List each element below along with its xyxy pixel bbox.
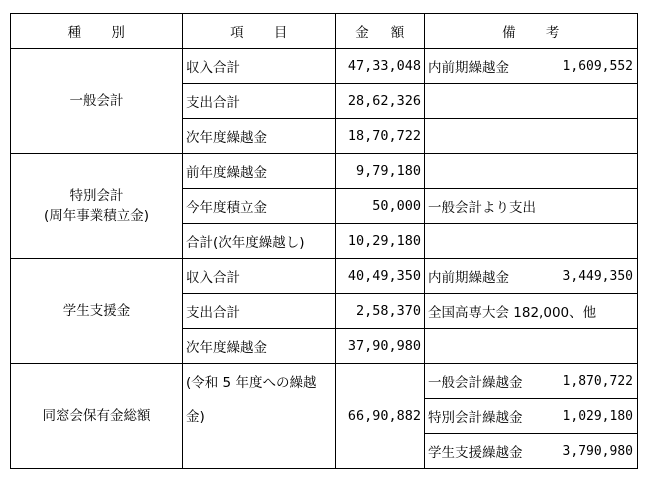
remark-value: 1,609,552 <box>562 58 633 74</box>
item-cell: 収入合計 <box>183 49 336 84</box>
table-row <box>11 154 638 189</box>
remark-value: 1,870,722 <box>562 373 633 389</box>
table-row <box>11 49 638 84</box>
header-type: 種 別 <box>11 14 183 49</box>
remark-cell <box>425 399 638 434</box>
remark-label: 一般会計繰越金 <box>428 375 523 391</box>
item-cell: 今年度積立金 <box>183 189 336 224</box>
remark-cell <box>425 329 638 364</box>
item-cell: 次年度繰越金 <box>183 329 336 364</box>
amount-cell: 18,70,722 <box>336 119 425 154</box>
remark-cell <box>425 434 638 469</box>
amount-cell: 66,90,882 <box>336 364 425 469</box>
remark-cell <box>425 364 638 399</box>
item-cell: 支出合計 <box>183 84 336 119</box>
remark-value: 1,029,180 <box>562 408 633 424</box>
remark-value: 3,790,980 <box>562 443 633 459</box>
table-row <box>11 259 638 294</box>
remark-cell: 一般会計より支出 <box>425 189 638 224</box>
category-student-support: 学生支援金 <box>11 259 183 364</box>
header-item: 項 目 <box>183 14 336 49</box>
item-cell: 支出合計 <box>183 294 336 329</box>
header-remarks: 備 考 <box>425 14 638 49</box>
amount-cell: 50,000 <box>336 189 425 224</box>
category-total-holdings: 同窓会保有金総額 <box>11 364 183 469</box>
remark-cell <box>425 154 638 189</box>
category-line: (周年事業積立金) <box>43 208 150 224</box>
amount-cell: 28,62,326 <box>336 84 425 119</box>
remark-label: 特別会計繰越金 <box>428 410 523 426</box>
item-cell: 収入合計 <box>183 259 336 294</box>
item-cell: (令和 5 年度への繰越金) <box>183 364 336 469</box>
remark-cell: 全国高専大会 182,000、他 <box>425 294 638 329</box>
remark-cell <box>425 224 638 259</box>
item-cell: 合計(次年度繰越し) <box>183 224 336 259</box>
header-row <box>11 14 638 49</box>
remark-label: 学生支援繰越金 <box>428 445 523 461</box>
amount-cell: 40,49,350 <box>336 259 425 294</box>
remark-cell <box>425 49 638 84</box>
finance-summary-table <box>10 13 638 469</box>
remark-cell <box>425 259 638 294</box>
header-amount: 金 額 <box>336 14 425 49</box>
amount-cell: 10,29,180 <box>336 224 425 259</box>
remark-cell <box>425 84 638 119</box>
category-special-account <box>11 154 183 259</box>
amount-cell: 37,90,980 <box>336 329 425 364</box>
remark-label: 内前期繰越金 <box>428 270 509 286</box>
category-general-account: 一般会計 <box>11 49 183 154</box>
remark-cell <box>425 119 638 154</box>
category-line: 特別会計 <box>69 188 124 204</box>
remark-label: 内前期繰越金 <box>428 60 509 76</box>
amount-cell: 47,33,048 <box>336 49 425 84</box>
remark-value: 3,449,350 <box>562 268 633 284</box>
item-cell: 次年度繰越金 <box>183 119 336 154</box>
item-cell: 前年度繰越金 <box>183 154 336 189</box>
amount-cell: 9,79,180 <box>336 154 425 189</box>
amount-cell: 2,58,370 <box>336 294 425 329</box>
table-row <box>11 364 638 399</box>
